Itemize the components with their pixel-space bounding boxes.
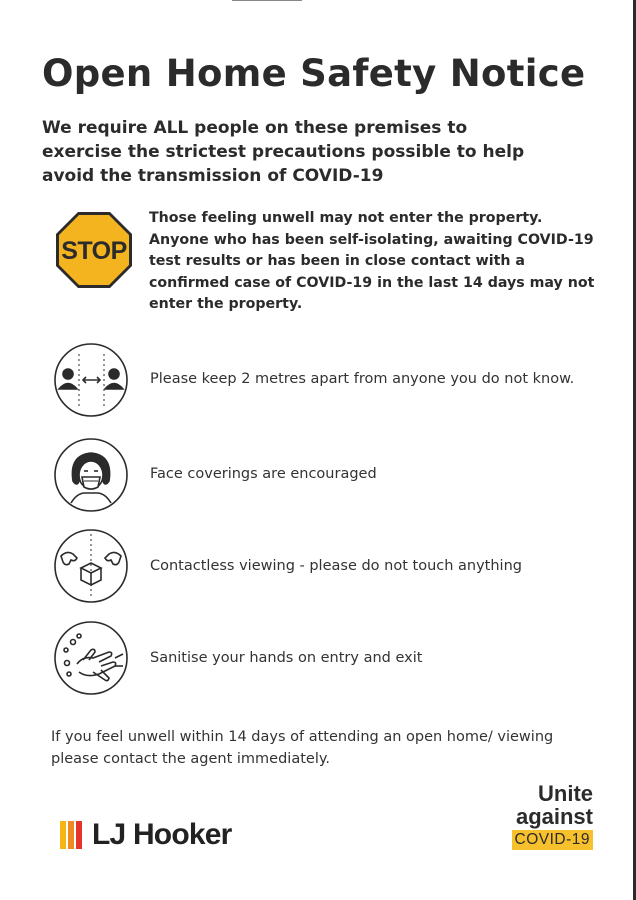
unwell-contact-notice: If you feel unwell within 14 days of attending an open home/ viewing please contact the agent immediately. [51,729,554,767]
scan-mark [232,0,302,1]
page-title: Open Home Safety Notice [42,52,586,95]
contactless-box-icon [53,528,131,606]
unite-against-covid-logo [512,782,594,850]
page-subtitle: We require ALL people on these premises to exercise the strictest precautions possible to help avoid the transmission of COVID-19 [42,118,525,186]
social-distance-icon [53,342,131,420]
campaign-badge: COVID-19 [512,830,594,850]
rule-contactless-text: Contactless viewing - please do not touch anything [150,558,522,574]
rule-distance-text: Please keep 2 metres apart from anyone you do not know. [150,371,575,387]
campaign-line-1: Unite [538,781,593,806]
brand-name: LJ Hooker [92,818,232,851]
rule-sanitise-text: Sanitise your hands on entry and exit [150,650,423,666]
lj-hooker-logo [60,815,232,855]
logo-bars-icon [60,821,84,849]
campaign-line-2: against [515,804,593,829]
stop-sign-label: STOP [61,237,127,265]
face-mask-icon [53,437,131,515]
hand-sanitise-icon [53,620,131,698]
rule-mask-text: Face coverings are encouraged [150,466,377,482]
stop-warning-text: Those feeling unwell may not enter the property. Anyone who has been self-isolating, awaiting COVID-19 test results or has been in close contact with a confirmed case of COVID-19 in the last 14 days may not enter the property. [149,210,595,312]
stop-sign-icon [54,210,134,290]
